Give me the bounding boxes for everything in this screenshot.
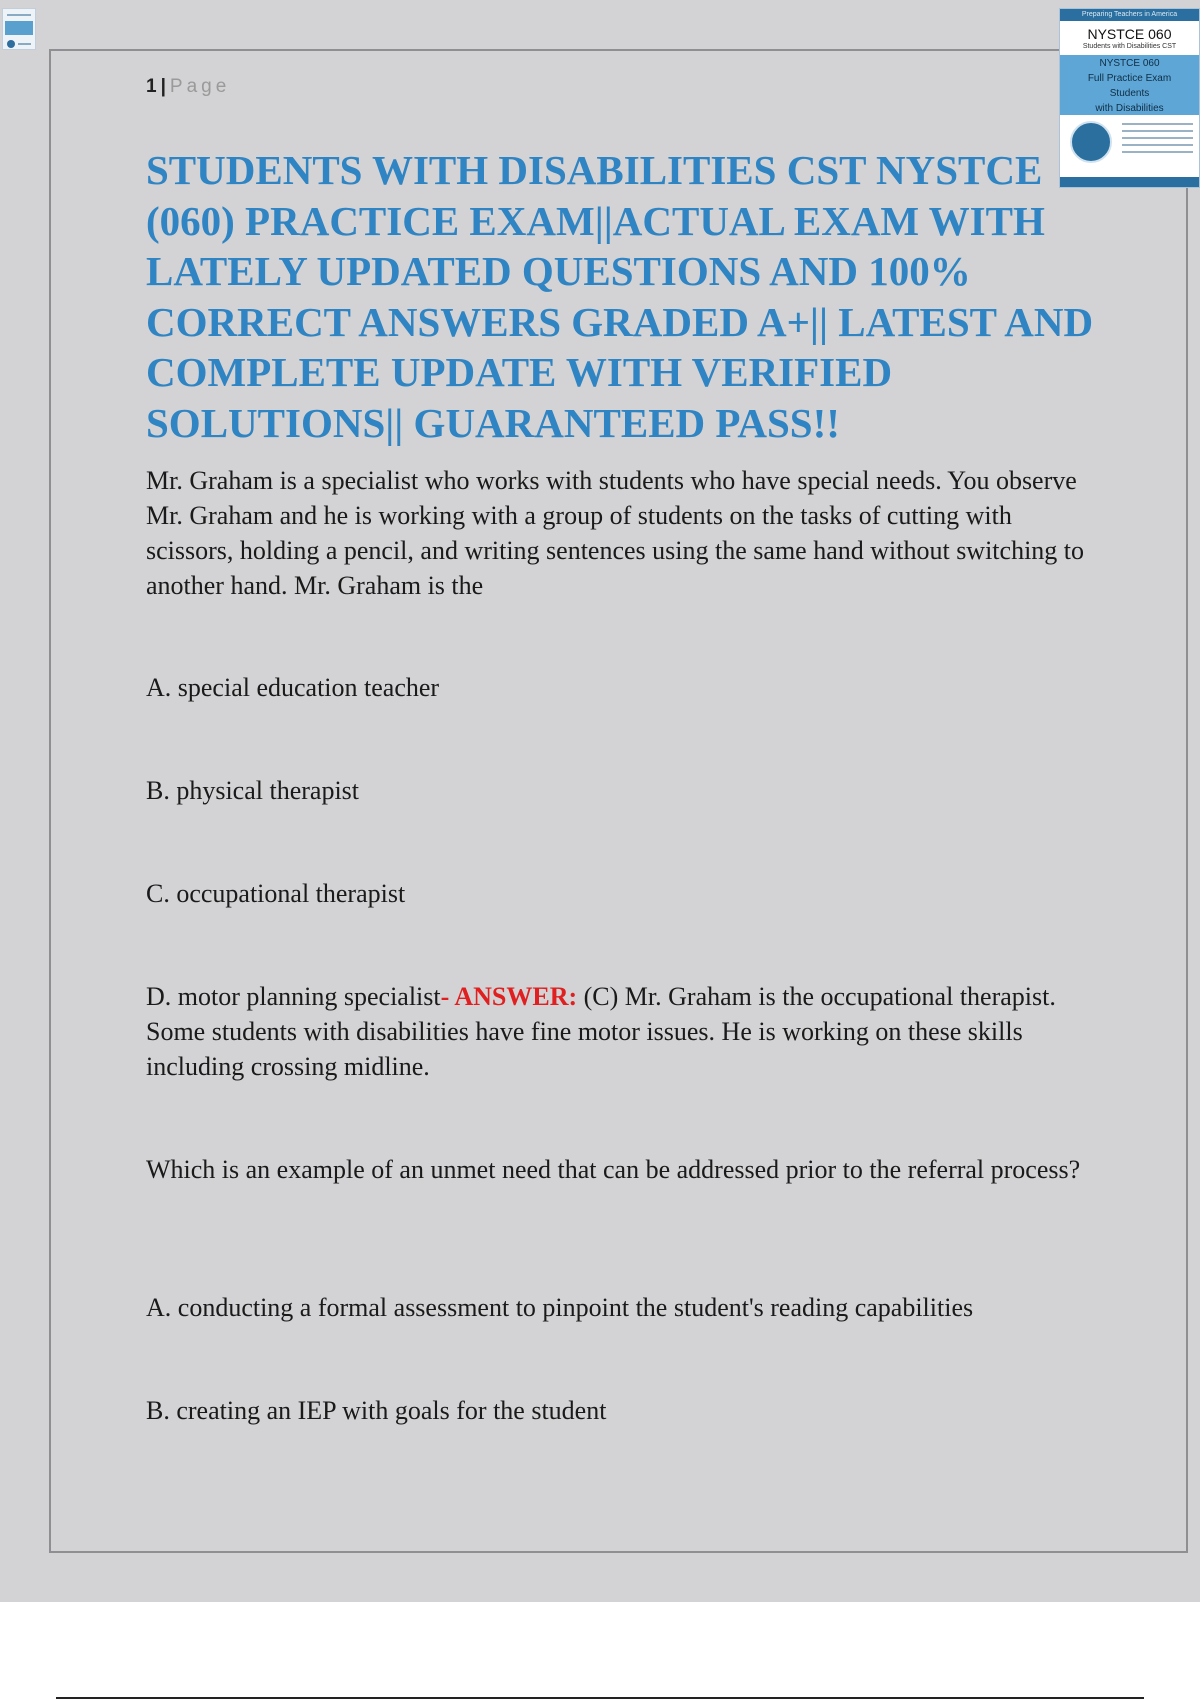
answer-label: - ANSWER: xyxy=(440,982,578,1011)
seal-icon xyxy=(1070,121,1112,163)
question-1-option-b: B. physical therapist xyxy=(146,776,360,805)
cover-band xyxy=(1060,55,1199,115)
cover-band-line: Full Practice Exam xyxy=(1087,73,1172,84)
next-page-divider xyxy=(56,1697,1144,1699)
page-word: Page xyxy=(169,76,231,97)
question-1-option-c: C. occupational therapist xyxy=(146,879,406,908)
cover-bottom xyxy=(1060,115,1199,171)
page-thumbnail-icon[interactable] xyxy=(2,8,36,50)
page-number: 1 xyxy=(146,76,157,97)
page-number-separator: | xyxy=(160,76,166,97)
question-2-option-b: B. creating an IEP with goals for the student xyxy=(146,1396,607,1425)
cover-text-lines xyxy=(1122,123,1193,158)
question-2-option-a: A. conducting a formal assessment to pinpoint the student's reading capabilities xyxy=(146,1293,974,1322)
question-1-text: Mr. Graham is a specialist who works with students who have special needs. You observe Mr. Graham and he is working with a group of students on the tasks of cutting with scissors, holding a pencil, and writing sentences using the same hand without switching to another hand. Mr. Graham is the xyxy=(146,466,1085,600)
question-2-text: Which is an example of an unmet need that can be addressed prior to the referral process? xyxy=(146,1155,1081,1184)
question-1-option-a: A. special education teacher xyxy=(146,673,440,702)
cover-footer-strip xyxy=(1060,177,1199,187)
cover-subheading: Students with Disabilities CST xyxy=(1082,43,1177,50)
cover-band-line: with Disabilities xyxy=(1095,103,1164,114)
cover-heading: NYSTCE 060 xyxy=(1087,26,1172,42)
question-1-option-d xyxy=(146,979,1096,1084)
cover-band-line: NYSTCE 060 xyxy=(1099,58,1160,69)
cover-band-line: Students xyxy=(1109,88,1150,99)
document-title: STUDENTS WITH DISABILITIES CST NYSTCE (060) PRACTICE EXAM||ACTUAL EXAM WITH LATELY UPDATED QUESTIONS AND 100% CORRECT ANSWERS GRADED A+|| LATEST AND COMPLETE UPDATE WITH VERIFIED SOLUTIONS|| GUARANTEED PASS!! xyxy=(146,147,1094,446)
page-number-header xyxy=(146,76,230,98)
option-d-label: D. motor planning specialist xyxy=(146,982,441,1011)
cover-top-strip: Preparing Teachers in America xyxy=(1060,9,1199,21)
answer-explanation: (C) Mr. Graham is the occupational therapist. Some students with disabilities have fine motor issues. He is working on these skills including crossing midline. xyxy=(146,982,1056,1081)
cover-thumbnail[interactable] xyxy=(1059,8,1200,188)
